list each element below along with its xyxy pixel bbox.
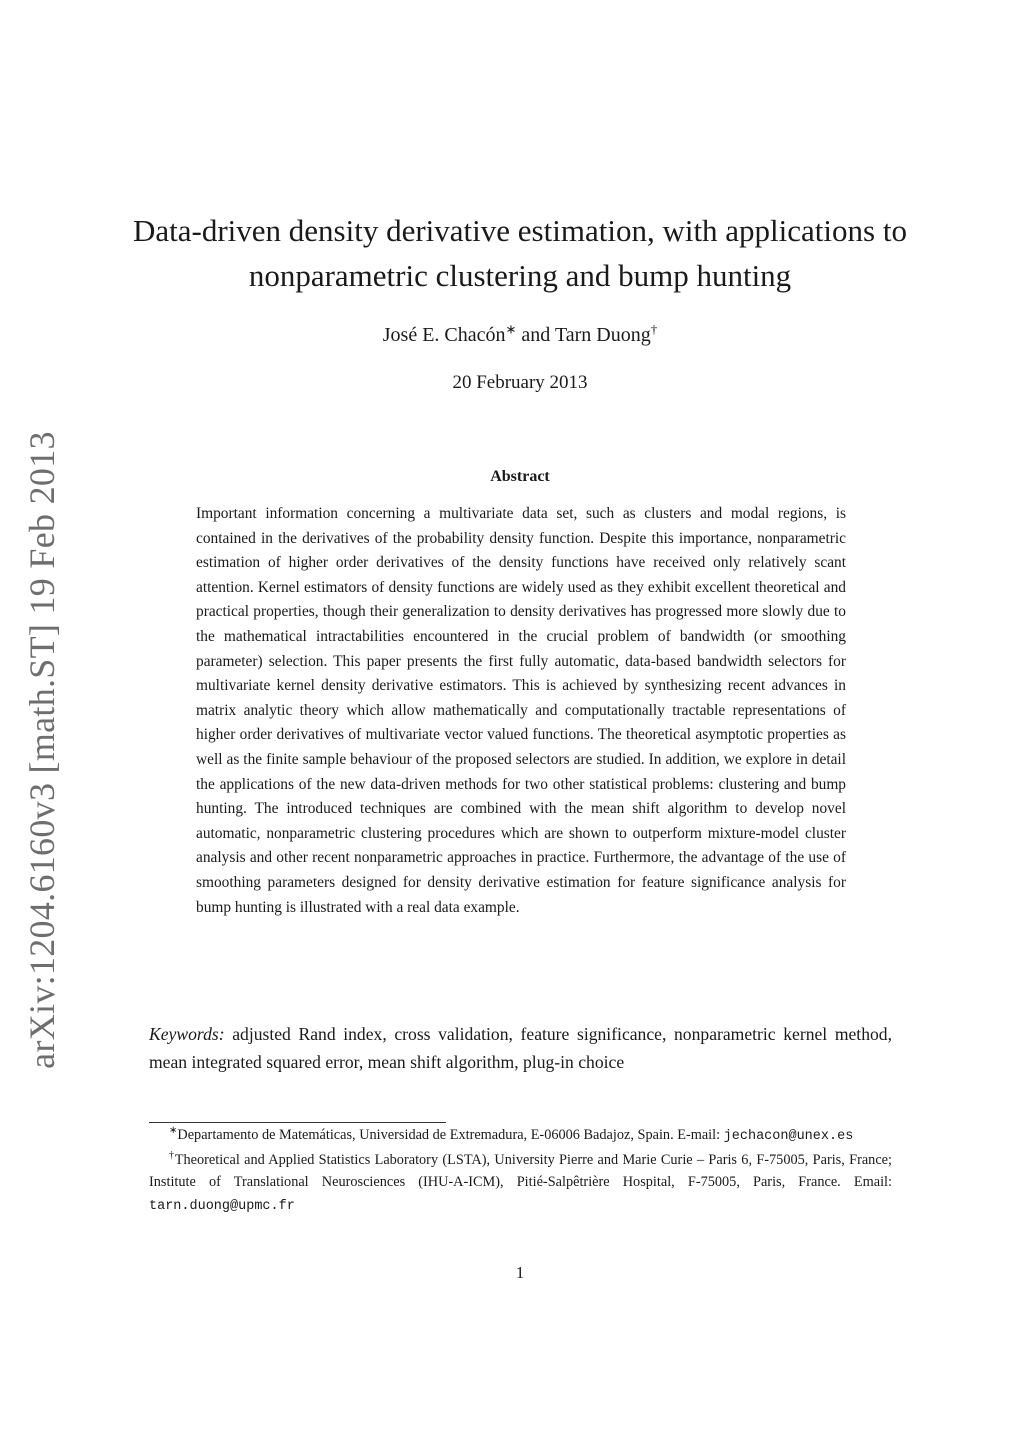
keywords-section bbox=[149, 1020, 892, 1076]
author-conjunction: and bbox=[516, 324, 555, 346]
footnote-email-link[interactable]: jechacon@unex.es bbox=[723, 1129, 854, 1144]
abstract-body: Important information concerning a multivariate data set, such as clusters and modal regions, is contained in the derivatives of the probability density function. Despite this importance, nonparametric estimation of higher order derivatives of the density functions have received only relatively scant attention. Kernel estimators of density functions are widely used as they exhibit excellent theoretical and practical properties, though their generalization to density derivatives has progressed more slowly due to the mathematical intractabilities encountered in the crucial problem of bandwidth (or smoothing parameter) selection. This paper presents the first fully automatic, data-based bandwidth selectors for multivariate kernel density derivative estimators. This is achieved by synthesizing recent advances in matrix analytic theory which allow mathematically and computationally tractable representations of higher order derivatives of multivariate vector valued functions. The theoretical asymptotic properties as well as the finite sample behaviour of the proposed selectors are studied. In addition, we explore in detail the applications of the new data-driven methods for two other statistical problems: clustering and bump hunting. The introduced techniques are combined with the mean shift algorithm to develop novel automatic, nonparametric clustering procedures which are shown to outperform mixture-model cluster analysis and other recent nonparametric approaches in practice. Furthermore, the advantage of the use of smoothing parameters designed for density derivative estimation for feature significance analysis for bump hunting is illustrated with a real data example. bbox=[196, 505, 846, 916]
footnote-divider bbox=[149, 1122, 446, 1123]
footnote-mark: † bbox=[169, 1149, 175, 1161]
paper-date: 20 February 2013 bbox=[452, 372, 588, 393]
footnotes bbox=[149, 1124, 892, 1218]
abstract-heading: Abstract bbox=[490, 468, 550, 485]
author-footnote-mark: ∗ bbox=[505, 321, 517, 337]
arxiv-identifier-stamp: arXiv:1204.6160v3 [math.ST] 19 Feb 2013 bbox=[22, 431, 62, 1069]
paper-title: Data-driven density derivative estimation, with applications to nonparametric clustering and bump hunting bbox=[133, 213, 907, 293]
author-name: Tarn Duong bbox=[554, 324, 651, 346]
author-line bbox=[200, 322, 840, 348]
author-footnote-mark: † bbox=[650, 321, 658, 337]
footnote-email-link[interactable]: tarn.duong@upmc.fr bbox=[149, 1198, 295, 1214]
footnote-affiliation: Departamento de Matemáticas, Universidad de Extremadura, E-06006 Badajoz, Spain. E-mail: bbox=[177, 1127, 724, 1143]
footnote-author2 bbox=[149, 1149, 892, 1219]
page-number: 1 bbox=[515, 1263, 525, 1282]
footnote-author1 bbox=[149, 1124, 892, 1149]
keywords-list: adjusted Rand index, cross validation, feature significance, nonparametric kernel method, mean integrated squared error, mean shift algorithm, plug-in choice bbox=[149, 1024, 892, 1072]
footnote-mark: ∗ bbox=[169, 1125, 178, 1137]
footnote-affiliation: Theoretical and Applied Statistics Laboratory (LSTA), University Pierre and Marie Curie – Paris 6, F-75005, Paris, France; Institute of Translational Neurosciences (IHU-A-ICM), Pitié-Salpêtrière Hospital, F-75005, Paris, France. Email: bbox=[149, 1151, 892, 1190]
keywords-label: Keywords: bbox=[149, 1024, 225, 1044]
author-name: José E. Chacón bbox=[382, 324, 506, 346]
